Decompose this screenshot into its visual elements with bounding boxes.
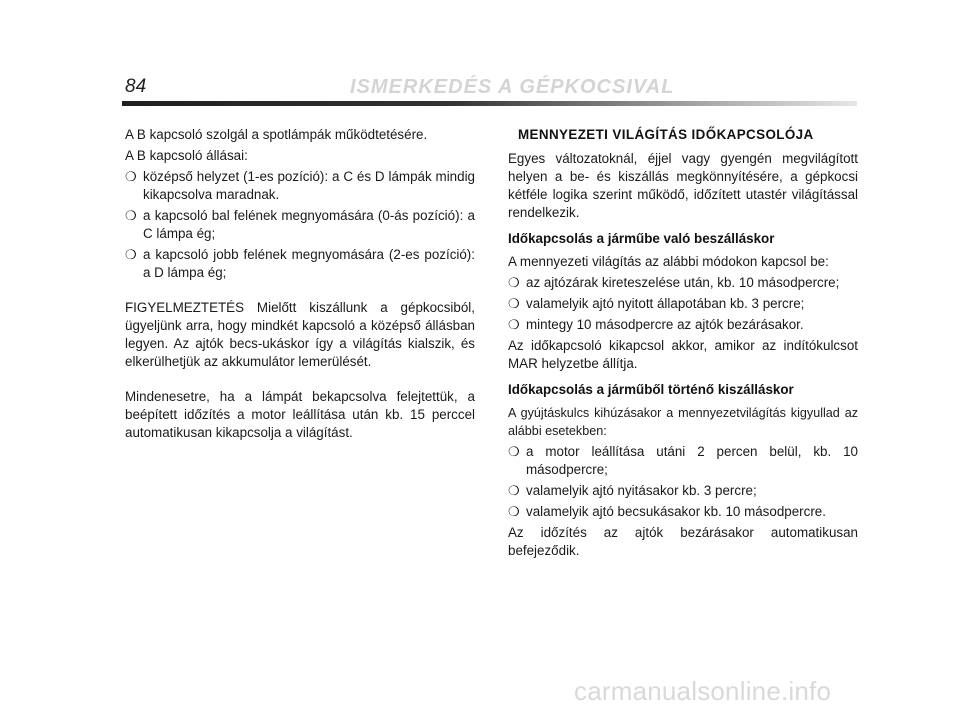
list-item: ❍ valamelyik ajtó nyitott állapotában kb. 3 percre; [508, 296, 805, 311]
circle-bullet-icon: ❍ [125, 208, 137, 223]
list-item: ❍ mintegy 10 másodpercre az ajtók bezárásakor. [508, 317, 804, 332]
warning-paragraph: FIGYELMEZTETÉS Mielőtt kiszállunk a gépkocsiból, ügyeljünk arra, hogy mindkét kapcsoló a középső állásban legyen. Az ajtók becs-ukáskor így a világítás kialszik, és elkerülhetjük az akkumulátor lemerülését. [125, 300, 475, 369]
list-item: ❍ középső helyzet (1-es pozíció): a C és D lámpák mindig kikapcsolva maradnak. [125, 169, 475, 202]
intro-paragraph: Egyes változatoknál, éjjel vagy gyengén megvilágított helyen a be- és kiszállás megkönnyítésére, a gépkocsi kétféle logika szerint működő, időzített utastér világítással rendelkezik. [508, 151, 858, 220]
circle-bullet-icon: ❍ [508, 444, 520, 459]
subheading-entering: Időkapcsolás a járműbe való beszálláskor [508, 231, 775, 246]
page-number: 84 [125, 76, 147, 97]
paragraph: Az időzítés az ajtók bezárásakor automatikusan befejeződik. [508, 525, 858, 558]
circle-bullet-icon: ❍ [508, 483, 520, 498]
list-item: ❍ a motor leállítása utáni 2 percen belül, kb. 10 másodpercre; [508, 444, 858, 477]
section-heading: MENNYEZETI VILÁGÍTÁS IDŐKAPCSOLÓJA [518, 127, 814, 142]
circle-bullet-icon: ❍ [125, 247, 137, 262]
note-paragraph: Mindenesetre, ha a lámpát bekapcsolva felejtettük, a beépített időzítés a motor leállítása után kb. 15 perccel automatikusan kikapcsolja a világítást. [125, 389, 475, 440]
watermark: carmanualsonline.info [574, 676, 832, 706]
circle-bullet-icon: ❍ [508, 504, 520, 519]
list-item: ❍ az ajtózárak kireteszelése után, kb. 10 másodpercre; [508, 275, 840, 290]
list-item: ❍ valamelyik ajtó nyitásakor kb. 3 percre; [508, 483, 757, 498]
circle-bullet-icon: ❍ [508, 317, 520, 332]
paragraph: Az időkapcsoló kikapcsol akkor, amikor az indítókulcsot MAR helyzetbe állítja. [508, 338, 858, 371]
paragraph: A B kapcsoló szolgál a spotlámpák működtetésére. [125, 127, 428, 142]
paragraph: A B kapcsoló állásai: [125, 148, 248, 163]
section-title: ISMERKEDÉS A GÉPKOCSIVAL [350, 76, 675, 98]
list-item: ❍ a kapcsoló jobb felének megnyomására (2-es pozíció): a D lámpa ég; [125, 247, 475, 280]
paragraph: A gyújtáskulcs kihúzásakor a mennyezetvilágítás kigyullad az alábbi esetekben: [508, 406, 858, 438]
left-column [125, 126, 475, 445]
circle-bullet-icon: ❍ [508, 275, 520, 290]
list-item: ❍ a kapcsoló bal felének megnyomására (0-ás pozíció): a C lámpa ég; [125, 208, 475, 241]
circle-bullet-icon: ❍ [508, 296, 520, 311]
paragraph: A mennyezeti világítás az alábbi módokon kapcsol be: [508, 254, 829, 269]
circle-bullet-icon: ❍ [125, 169, 137, 184]
subheading-exiting: Időkapcsolás a járműből történő kiszálláskor [508, 382, 794, 397]
header-rule [122, 101, 857, 106]
right-column [508, 126, 858, 563]
list-item: ❍ valamelyik ajtó becsukásakor kb. 10 másodpercre. [508, 504, 826, 519]
page-header [122, 76, 862, 104]
